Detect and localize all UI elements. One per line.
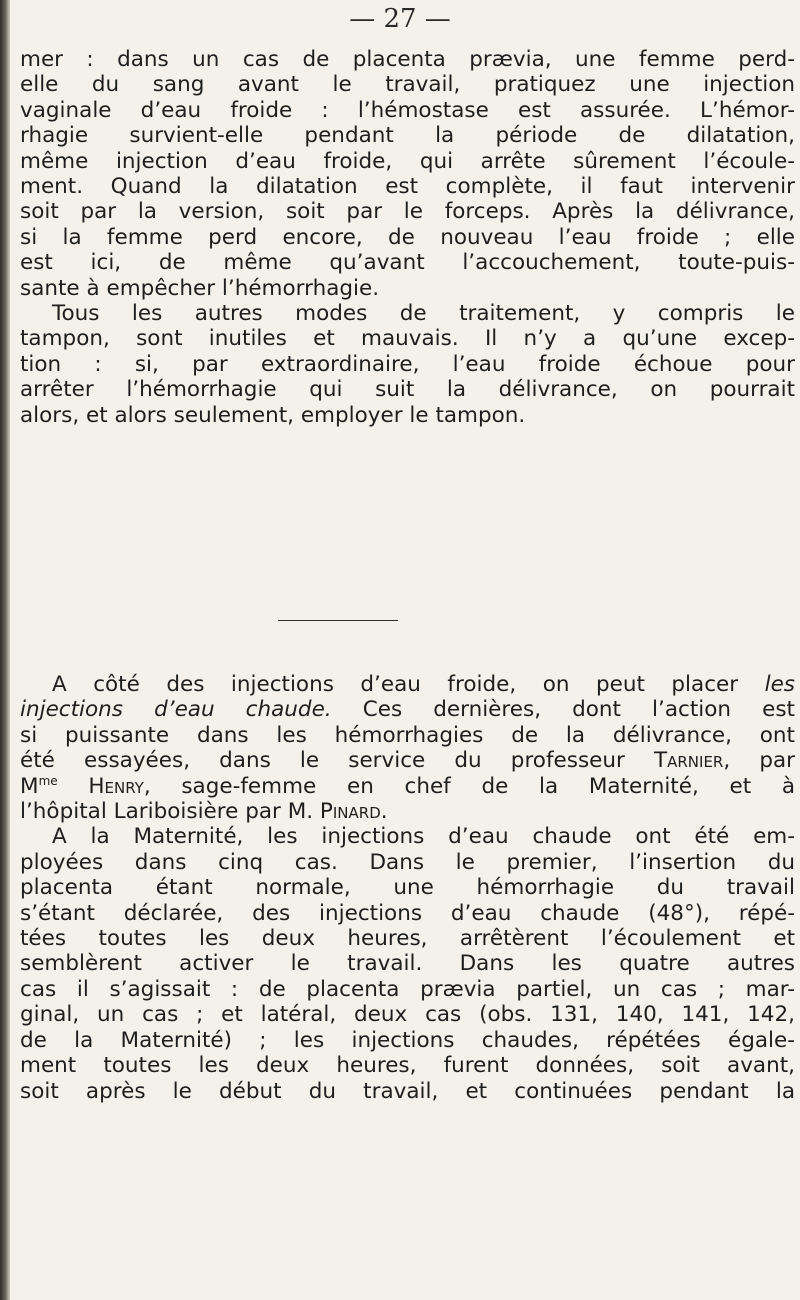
text-line: si la femme perd encore, de nouveau l’eau froide ; elle — [20, 224, 795, 250]
text-line: cas il s’agissait : de placenta prævia partiel, un cas ; mar- — [20, 976, 795, 1002]
text-line: si puissante dans les hémorrhagies de la délivrance, ont — [20, 722, 795, 748]
text-line: injections d’eau chaude. Ces dernières, dont l’action est — [20, 697, 795, 723]
text-line: même injection d’eau froide, qui arrête sûrement l’écoule- — [20, 148, 795, 174]
text-line: alors, et alors seulement, employer le tampon. — [20, 402, 526, 428]
text-line: tampon, sont inutiles et mauvais. Il n’y a qu’une excep- — [20, 326, 795, 352]
text-line: $M^{me}$ Henry, sage-femme en chef de la Maternité, et à — [20, 773, 795, 799]
text-line: tion : si, par extraordinaire, l’eau froide échoue pour — [20, 351, 795, 377]
text-line: s’étant déclarée, des injections d’eau chaude (48°), répé- — [20, 900, 795, 926]
text-line: soit par la version, soit par le forceps. Après la délivrance, — [20, 199, 795, 225]
text-line: Tous les autres modes de traitement, y compris le — [52, 301, 795, 327]
text-line: ment toutes les deux heures, furent données, soit avant, — [20, 1053, 795, 1079]
text-line: sante à empêcher l’hémorrhagie. — [20, 275, 380, 301]
text-line: ployées dans cinq cas. Dans le premier, l’insertion du — [20, 849, 795, 875]
section-separator — [278, 620, 398, 621]
text-line: mer : dans un cas de placenta prævia, une femme perd- — [20, 47, 795, 72]
text-line: semblèrent activer le travail. Dans les quatre autres — [20, 951, 795, 977]
text-line: A côté des injections d’eau froide, on peut placer les — [52, 672, 795, 697]
text-line: est ici, de même qu’avant l’accouchement, toute-puis- — [20, 250, 795, 276]
text-line: elle du sang avant le travail, pratiquez une injection — [20, 72, 795, 98]
text-line: l’hôpital Lariboisière par M. Pinard. — [20, 799, 388, 825]
text-line: A la Maternité, les injections d’eau chaude ont été em- — [52, 824, 795, 850]
text-line: ment. Quand la dilatation est complète, il faut intervenir — [20, 174, 795, 200]
text-line: ginal, un cas ; et latéral, deux cas (obs. 131, 140, 141, 142, — [20, 1002, 795, 1028]
paragraph-block-1 — [20, 47, 795, 428]
text-line: été essayées, dans le service du professeur Tarnier, par — [20, 748, 795, 774]
text-line: placenta étant normale, une hémorrhagie du travail — [20, 875, 795, 901]
text-line: vaginale d’eau froide : l’hémostase est assurée. L’hémor- — [20, 97, 795, 123]
text-line: tées toutes les deux heures, arrêtèrent l’écoulement et — [20, 926, 795, 952]
page-number: — 27 — — [349, 4, 451, 34]
text-line: rhagie survient-elle pendant la période de dilatation, — [20, 123, 795, 149]
text-line: de la Maternité) ; les injections chaudes, répétées égale- — [20, 1027, 795, 1053]
text-line: arrêter l’hémorrhagie qui suit la délivrance, on pourrait — [20, 377, 795, 403]
paragraph-block-2 — [20, 672, 795, 1104]
binding-shadow — [0, 0, 10, 1300]
text-line: soit après le début du travail, et continuées pendant la — [20, 1078, 795, 1104]
